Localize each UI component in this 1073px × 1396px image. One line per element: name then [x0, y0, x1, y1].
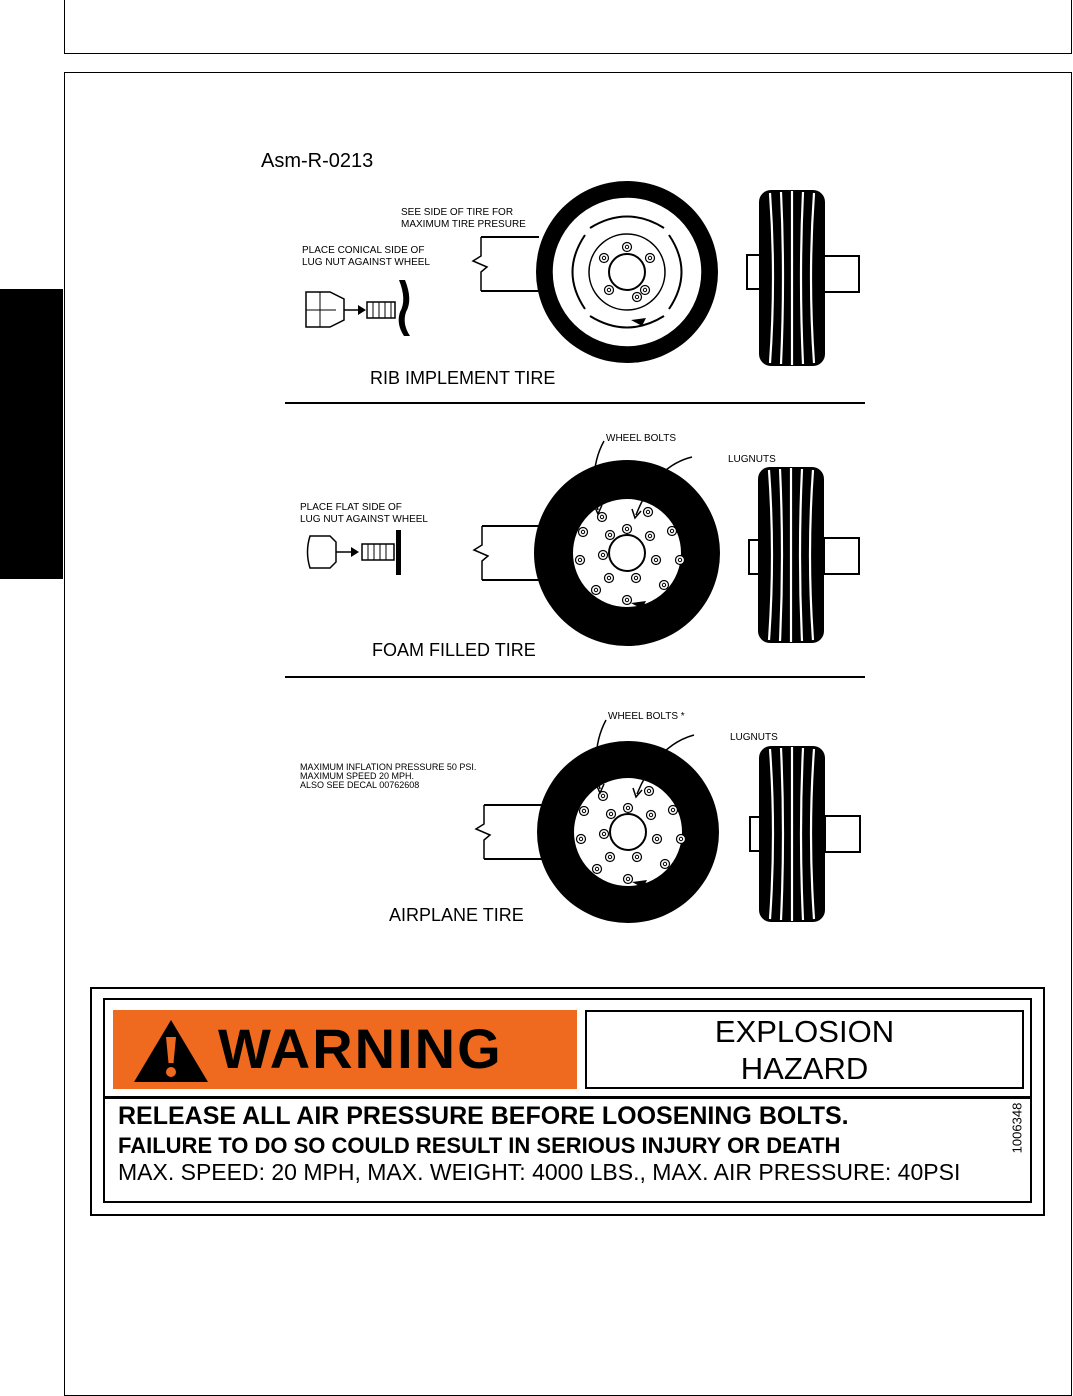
rib-implement-caption: RIB IMPLEMENT TIRE [370, 368, 556, 388]
figure-reference: Asm-R-0213 [261, 150, 374, 172]
decal-divider [105, 1096, 1030, 1099]
decal-part-number: 1006348 [1009, 1102, 1025, 1154]
signal-word: WARNING [218, 1017, 503, 1080]
flat-lug-note: PLACE FLAT SIDE OF LUG NUT AGAINST WHEEL [300, 502, 428, 525]
wheel-bolts-label: WHEEL BOLTS * [608, 711, 685, 722]
hazard-title: EXPLOSION HAZARD [585, 1010, 1024, 1089]
airplane-wheel [476, 720, 719, 923]
decal-consequence-line: FAILURE TO DO SO COULD RESULT IN SERIOUS INJURY OR DEATH [118, 1133, 841, 1158]
rib-implement-side-view [747, 190, 859, 366]
conical-lug-note: PLACE CONICAL SIDE OF LUG NUT AGAINST WHEEL [302, 245, 430, 268]
flat-lug-nut-diagram [308, 530, 402, 575]
lugnuts-label: LUGNUTS [728, 454, 776, 465]
lugnuts-label: LUGNUTS [730, 732, 778, 743]
alert-triangle-icon [131, 1017, 211, 1085]
foam-filled-wheel [474, 441, 720, 646]
wheel-bolts-label: WHEEL BOLTS [606, 433, 677, 444]
foam-filled-side-view [749, 467, 859, 643]
airplane-tire-caption: AIRPLANE TIRE [389, 905, 524, 925]
airplane-side-view [750, 746, 860, 922]
airplane-spec-note: MAXIMUM INFLATION PRESSURE 50 PSI. MAXIMUM SPEED 20 MPH. ALSO SEE DECAL 00762608 [300, 762, 477, 790]
decal-instruction-line: RELEASE ALL AIR PRESSURE BEFORE LOOSENING BOLTS. [118, 1102, 849, 1130]
conical-lug-nut-diagram [306, 280, 410, 336]
foam-filled-caption: FOAM FILLED TIRE [372, 640, 536, 660]
tire-pressure-note: SEE SIDE OF TIRE FOR MAXIMUM TIRE PRESURE [401, 207, 526, 230]
decal-limits-line: MAX. SPEED: 20 MPH, MAX. WEIGHT: 4000 LBS., MAX. AIR PRESSURE: 40PSI [118, 1159, 961, 1185]
rib-implement-wheel [473, 181, 718, 363]
